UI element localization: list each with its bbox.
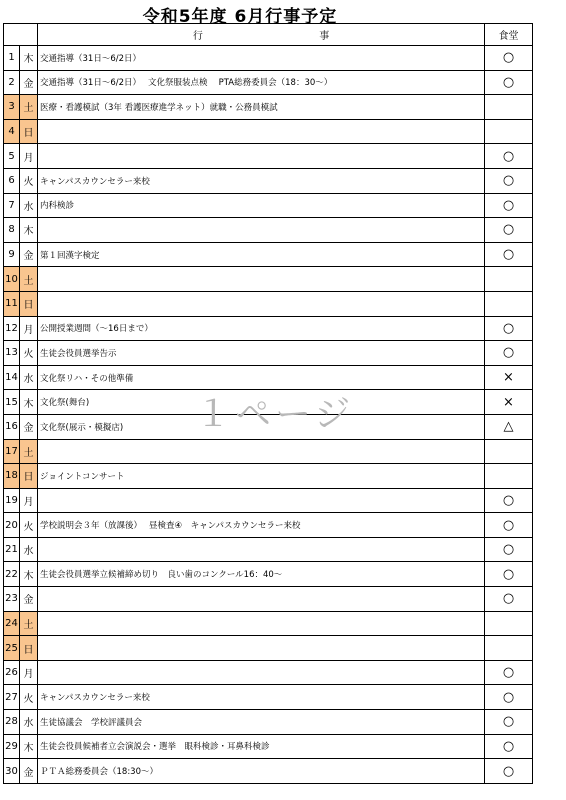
cafeteria-cell: △ bbox=[485, 414, 533, 439]
event-cell: 交通指導（31日～6/2日） bbox=[38, 46, 485, 71]
cafeteria-cell: ○ bbox=[485, 587, 533, 612]
table-row bbox=[4, 513, 533, 538]
event-cell bbox=[38, 144, 485, 169]
table-row bbox=[4, 144, 533, 169]
event-cell: 交通指導（31日～6/2日） 文化祭服装点検 PTA総務委員会（18：30～） bbox=[38, 70, 485, 95]
weekday-cell: 日 bbox=[20, 291, 38, 316]
event-cell: 生徒会役員候補者立会演説会・選挙 眼科検診・耳鼻科検診 bbox=[38, 734, 485, 759]
day-cell: 27 bbox=[4, 685, 20, 710]
event-cell: 文化祭(展示・模擬店) bbox=[38, 414, 485, 439]
cafeteria-cell: ○ bbox=[485, 562, 533, 587]
date-header bbox=[4, 24, 38, 46]
event-cell: 公開授業週間（～16日まで） bbox=[38, 316, 485, 341]
table-row bbox=[4, 537, 533, 562]
day-cell: 4 bbox=[4, 119, 20, 144]
weekday-cell: 月 bbox=[20, 488, 38, 513]
weekday-cell: 土 bbox=[20, 439, 38, 464]
event-cell: 内科検診 bbox=[38, 193, 485, 218]
table-row bbox=[4, 46, 533, 71]
weekday-cell: 月 bbox=[20, 144, 38, 169]
table-row bbox=[4, 267, 533, 292]
cafeteria-cell: ○ bbox=[485, 685, 533, 710]
page-watermark: １ページ bbox=[195, 394, 355, 435]
day-cell: 2 bbox=[4, 70, 20, 95]
table-row bbox=[4, 562, 533, 587]
weekday-cell: 火 bbox=[20, 168, 38, 193]
event-cell: ＰＴＡ総務委員会（18:30～） bbox=[38, 759, 485, 784]
table-row bbox=[4, 759, 533, 784]
table-row bbox=[4, 685, 533, 710]
event-cell: キャンパスカウンセラー来校 bbox=[38, 168, 485, 193]
day-cell: 8 bbox=[4, 218, 20, 243]
day-cell: 6 bbox=[4, 168, 20, 193]
weekday-cell: 木 bbox=[20, 390, 38, 415]
event-cell: ジョイントコンサート bbox=[38, 464, 485, 489]
event-column-header bbox=[38, 24, 485, 46]
event-cell bbox=[38, 660, 485, 685]
event-cell: 生徒会役員選挙立候補締め切り 良い歯のコンクール16：40～ bbox=[38, 562, 485, 587]
event-cell bbox=[38, 267, 485, 292]
weekday-cell: 水 bbox=[20, 710, 38, 735]
table-row bbox=[4, 414, 533, 439]
day-cell: 28 bbox=[4, 710, 20, 735]
weekday-cell: 月 bbox=[20, 316, 38, 341]
weekday-cell: 木 bbox=[20, 46, 38, 71]
day-cell: 30 bbox=[4, 759, 20, 784]
event-cell bbox=[38, 218, 485, 243]
cafeteria-cell bbox=[485, 291, 533, 316]
event-cell: 第１回漢字検定 bbox=[38, 242, 485, 267]
cafeteria-cell bbox=[485, 95, 533, 120]
event-cell bbox=[38, 291, 485, 316]
event-cell bbox=[38, 611, 485, 636]
weekday-cell: 火 bbox=[20, 341, 38, 366]
day-cell: 26 bbox=[4, 660, 20, 685]
weekday-cell: 土 bbox=[20, 611, 38, 636]
day-cell: 19 bbox=[4, 488, 20, 513]
page-title: 令和5年度 6月行事予定 bbox=[142, 7, 338, 27]
cafeteria-cell bbox=[485, 439, 533, 464]
cafeteria-cell: ○ bbox=[485, 759, 533, 784]
table-row bbox=[4, 341, 533, 366]
weekday-cell: 水 bbox=[20, 365, 38, 390]
table-row bbox=[4, 439, 533, 464]
day-cell: 11 bbox=[4, 291, 20, 316]
weekday-cell: 金 bbox=[20, 587, 38, 612]
event-cell bbox=[38, 636, 485, 661]
day-cell: 7 bbox=[4, 193, 20, 218]
day-cell: 22 bbox=[4, 562, 20, 587]
event-cell bbox=[38, 488, 485, 513]
table-row bbox=[4, 119, 533, 144]
event-cell: 学校説明会３年（放課後） 昼検査④ キャンパスカウンセラー来校 bbox=[38, 513, 485, 538]
cafeteria-cell: × bbox=[485, 365, 533, 390]
cafeteria-cell: ○ bbox=[485, 70, 533, 95]
cafeteria-cell: ○ bbox=[485, 316, 533, 341]
day-cell: 1 bbox=[4, 46, 20, 71]
event-cell bbox=[38, 537, 485, 562]
weekday-cell: 日 bbox=[20, 464, 38, 489]
event-cell: 文化祭リハ・その他準備 bbox=[38, 365, 485, 390]
weekday-cell: 火 bbox=[20, 513, 38, 538]
event-cell bbox=[38, 587, 485, 612]
event-header-char-1: 行 bbox=[192, 31, 203, 42]
cafeteria-cell: ○ bbox=[485, 218, 533, 243]
day-cell: 24 bbox=[4, 611, 20, 636]
weekday-cell: 水 bbox=[20, 193, 38, 218]
event-cell: 生徒協議会 学校評議員会 bbox=[38, 710, 485, 735]
event-cell: キャンパスカウンセラー来校 bbox=[38, 685, 485, 710]
day-cell: 23 bbox=[4, 587, 20, 612]
weekday-cell: 金 bbox=[20, 414, 38, 439]
cafeteria-column-header: 食堂 bbox=[485, 24, 533, 46]
day-cell: 9 bbox=[4, 242, 20, 267]
cafeteria-cell: ○ bbox=[485, 710, 533, 735]
cafeteria-cell: ○ bbox=[485, 144, 533, 169]
day-cell: 12 bbox=[4, 316, 20, 341]
event-cell bbox=[38, 119, 485, 144]
table-row bbox=[4, 660, 533, 685]
weekday-cell: 金 bbox=[20, 759, 38, 784]
day-cell: 10 bbox=[4, 267, 20, 292]
day-cell: 13 bbox=[4, 341, 20, 366]
day-cell: 17 bbox=[4, 439, 20, 464]
cafeteria-cell bbox=[485, 636, 533, 661]
cafeteria-cell: ○ bbox=[485, 193, 533, 218]
table-row bbox=[4, 193, 533, 218]
weekday-cell: 木 bbox=[20, 562, 38, 587]
day-cell: 15 bbox=[4, 390, 20, 415]
event-cell: 文化祭(舞台) bbox=[38, 390, 485, 415]
table-row bbox=[4, 316, 533, 341]
table-row bbox=[4, 218, 533, 243]
cafeteria-cell: ○ bbox=[485, 734, 533, 759]
weekday-cell: 火 bbox=[20, 685, 38, 710]
table-header-row bbox=[4, 24, 533, 46]
table-row bbox=[4, 611, 533, 636]
weekday-cell: 日 bbox=[20, 636, 38, 661]
table-row bbox=[4, 242, 533, 267]
cafeteria-cell: ○ bbox=[485, 660, 533, 685]
table-row bbox=[4, 710, 533, 735]
table-row bbox=[4, 365, 533, 390]
cafeteria-cell bbox=[485, 119, 533, 144]
table-row bbox=[4, 636, 533, 661]
day-cell: 21 bbox=[4, 537, 20, 562]
day-cell: 3 bbox=[4, 95, 20, 120]
cafeteria-cell: × bbox=[485, 390, 533, 415]
day-cell: 25 bbox=[4, 636, 20, 661]
table-row bbox=[4, 390, 533, 415]
schedule-table bbox=[3, 23, 533, 784]
cafeteria-cell: ○ bbox=[485, 513, 533, 538]
table-row bbox=[4, 464, 533, 489]
table-row bbox=[4, 488, 533, 513]
day-cell: 18 bbox=[4, 464, 20, 489]
weekday-cell: 木 bbox=[20, 218, 38, 243]
day-cell: 14 bbox=[4, 365, 20, 390]
day-cell: 29 bbox=[4, 734, 20, 759]
table-row bbox=[4, 291, 533, 316]
cafeteria-cell: ○ bbox=[485, 537, 533, 562]
event-cell: 医療・看護模試（3年 看護医療進学ネット）就職・公務員模試 bbox=[38, 95, 485, 120]
table-row bbox=[4, 587, 533, 612]
cafeteria-cell: ○ bbox=[485, 168, 533, 193]
weekday-cell: 金 bbox=[20, 70, 38, 95]
table-row bbox=[4, 95, 533, 120]
event-header-char-2: 事 bbox=[319, 31, 330, 42]
day-cell: 5 bbox=[4, 144, 20, 169]
weekday-cell: 金 bbox=[20, 242, 38, 267]
table-row bbox=[4, 734, 533, 759]
cafeteria-cell: ○ bbox=[485, 46, 533, 71]
weekday-cell: 木 bbox=[20, 734, 38, 759]
cafeteria-cell: ○ bbox=[485, 488, 533, 513]
cafeteria-cell bbox=[485, 267, 533, 292]
table-row bbox=[4, 168, 533, 193]
weekday-cell: 水 bbox=[20, 537, 38, 562]
event-cell: 生徒会役員選挙告示 bbox=[38, 341, 485, 366]
event-cell bbox=[38, 439, 485, 464]
weekday-cell: 月 bbox=[20, 660, 38, 685]
table-row bbox=[4, 70, 533, 95]
day-cell: 20 bbox=[4, 513, 20, 538]
day-cell: 16 bbox=[4, 414, 20, 439]
cafeteria-cell: ○ bbox=[485, 341, 533, 366]
cafeteria-cell bbox=[485, 611, 533, 636]
cafeteria-cell: ○ bbox=[485, 242, 533, 267]
weekday-cell: 土 bbox=[20, 95, 38, 120]
weekday-cell: 日 bbox=[20, 119, 38, 144]
weekday-cell: 土 bbox=[20, 267, 38, 292]
cafeteria-cell bbox=[485, 464, 533, 489]
